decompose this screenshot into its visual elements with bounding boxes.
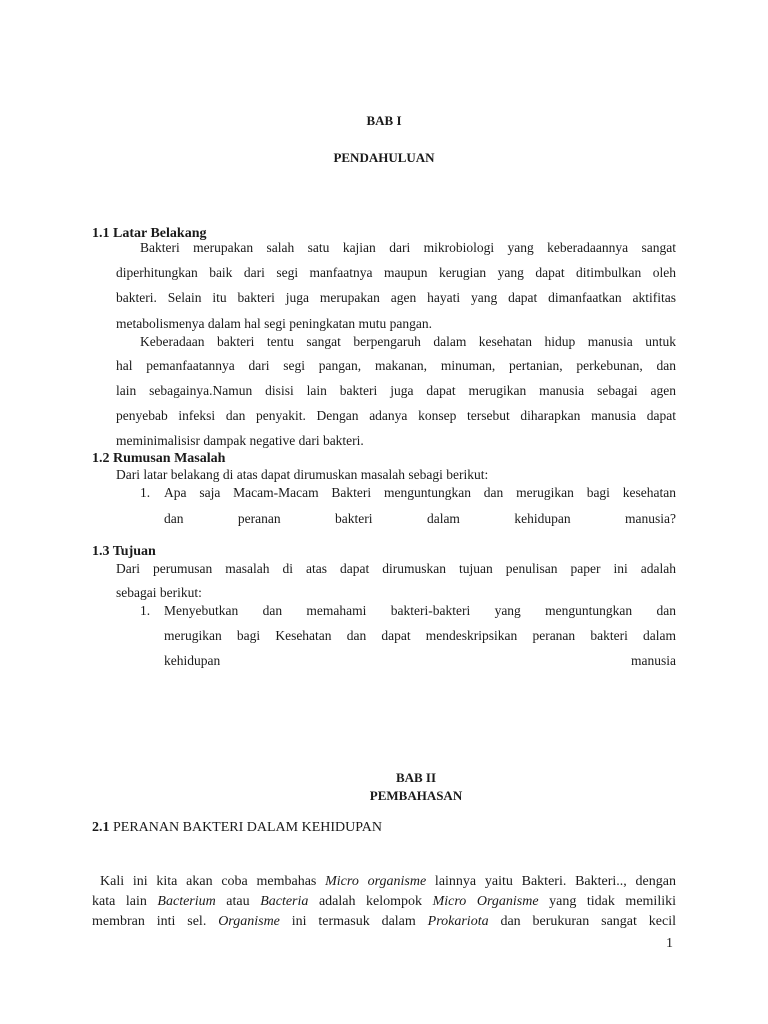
- text-run: adalah kelompok: [308, 894, 433, 909]
- text-run: dan berukuran sangat kecil: [488, 914, 676, 929]
- chapter-title: BAB I: [366, 113, 402, 128]
- page-number: 1: [666, 936, 673, 951]
- list-item-line: dan peranan bakteri dalam kehidupan manusia?: [164, 511, 676, 526]
- list-number: 1.: [140, 485, 151, 500]
- list-number: 1.: [140, 603, 151, 618]
- chapter-subtitle: PEMBAHASAN: [369, 788, 463, 803]
- text-run: yang tidak memiliki: [538, 894, 676, 909]
- list-item-line: merugikan bagi Kesehatan dan dapat mendeskripsikan peranan bakteri dalam: [164, 628, 676, 643]
- paragraph-line: lain sebagainya.Namun disisi lain bakteri juga dapat merugikan manusia sebagai agen: [116, 383, 676, 398]
- paragraph-line: Keberadaan bakteri tentu sangat berpengaruh dalam kesehatan hidup manusia untuk: [140, 334, 676, 349]
- paragraph-line: metabolismenya dalam hal segi peningkatan mutu pangan.: [116, 316, 433, 331]
- section-intro-line: sebagai berikut:: [116, 585, 202, 600]
- section-heading-1-3: 1.3 Tujuan: [92, 544, 156, 559]
- italic-term: Micro Organisme: [432, 894, 539, 909]
- paragraph-line: [92, 914, 676, 930]
- text-run: ini termasuk dalam: [279, 914, 428, 929]
- section-heading-1-2: 1.2 Rumusan Masalah: [92, 451, 226, 466]
- section-intro: Dari latar belakang di atas dapat dirumuskan masalah sebagi berikut:: [116, 467, 489, 482]
- paragraph-line: Bakteri merupakan salah satu kajian dari mikrobiologi yang keberadaannya sangat: [140, 240, 676, 255]
- italic-term: Bacterium: [157, 894, 216, 909]
- section-number: 2.1: [92, 820, 110, 835]
- paragraph-line: hal pemanfaatannya dari segi pangan, makanan, minuman, pertanian, perkebunan, dan: [116, 358, 676, 373]
- text-run: Kali ini kita akan coba membahas: [100, 874, 326, 889]
- paragraph-line: bakteri. Selain itu bakteri juga merupakan agen hayati yang dapat dimanfaatkan aktifitas: [116, 290, 676, 305]
- italic-term: Micro organisme: [325, 874, 427, 889]
- list-item-line: kehidupan manusia: [164, 653, 676, 668]
- italic-term: Prokariota: [427, 914, 489, 929]
- paragraph-line: penyebab infeksi dan penyakit. Dengan adanya konsep tersebut diharapkan manusia dapat: [116, 408, 676, 423]
- italic-term: Bacteria: [260, 894, 309, 909]
- paragraph-line: meminimalisisr dampak negative dari bakteri.: [116, 433, 364, 448]
- chapter-subtitle: PENDAHULUAN: [333, 150, 435, 165]
- paragraph-line: diperhitungkan baik dari segi manfaatnya maupun kerugian yang dapat ditimbulkan oleh: [116, 265, 676, 280]
- list-item-line: Apa saja Macam-Macam Bakteri menguntungkan dan merugikan bagi kesehatan: [164, 485, 676, 500]
- chapter-title: BAB II: [395, 770, 437, 785]
- list-item-line: Menyebutkan dan memahami bakteri-bakteri yang menguntungkan dan: [164, 603, 676, 618]
- section-title: PERANAN BAKTERI DALAM KEHIDUPAN: [109, 820, 382, 835]
- section-intro-line: Dari perumusan masalah di atas dapat dirumuskan tujuan penulisan paper ini adalah: [116, 561, 676, 576]
- text-run: lainnya yaitu Bakteri. Bakteri.., dengan: [426, 874, 676, 889]
- text-run: kata lain: [92, 894, 158, 909]
- text-run: atau: [215, 894, 261, 909]
- text-run: membran inti sel.: [92, 914, 219, 929]
- italic-term: Organisme: [218, 914, 280, 929]
- section-heading-1-1: 1.1 Latar Belakang: [92, 226, 207, 241]
- paragraph-line: [92, 894, 676, 910]
- paragraph-line: [100, 874, 676, 890]
- section-heading-2-1: [92, 820, 382, 836]
